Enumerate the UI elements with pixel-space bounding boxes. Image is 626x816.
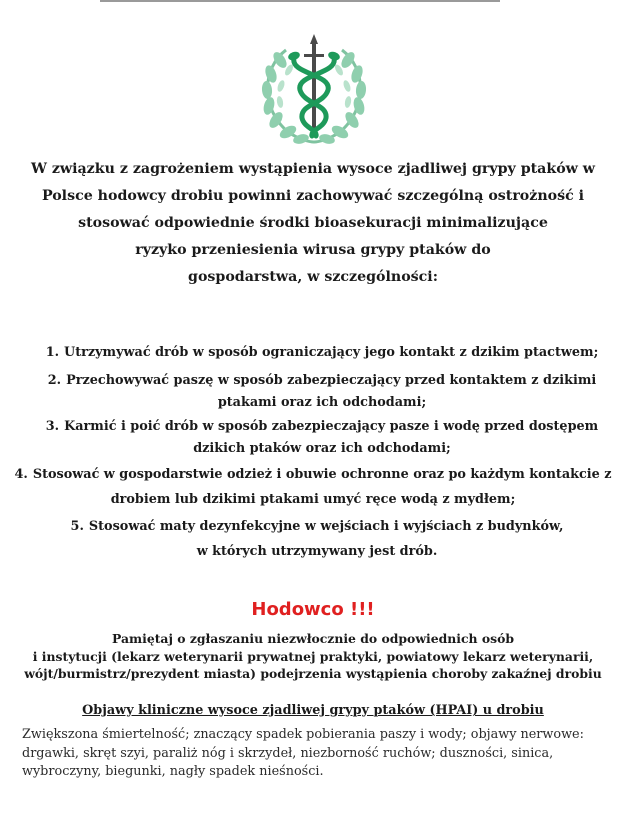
notice-paragraph bbox=[16, 630, 610, 683]
list-item-text-cont: ptakami oraz ich odchodami; bbox=[217, 395, 427, 410]
intro-line: W związku z zagrożeniem wystąpienia wysoce zjadliwej grypy ptaków w bbox=[30, 161, 596, 177]
symptoms-line: wybroczyny, biegunki, nagły spadek nieśności. bbox=[22, 764, 324, 779]
list-item-text: Stosować maty dezynfekcyjne w wejściach i wyjściach z budynków, bbox=[88, 519, 564, 534]
list-item-text-cont: w których utrzymywany jest drób. bbox=[196, 544, 438, 559]
intro-line: gospodarstwa, w szczególności: bbox=[188, 269, 438, 285]
list-item-number: 4. bbox=[14, 467, 28, 482]
notice-line: Pamiętaj o zgłaszaniu niezwłocznie do odpowiednich osób bbox=[111, 631, 514, 646]
list-item-1 bbox=[40, 342, 604, 364]
symptoms-title: Objawy kliniczne wysoce zjadliwej grypy ptaków (HPAI) u drobiu bbox=[82, 703, 544, 718]
intro-paragraph bbox=[24, 156, 602, 291]
notice-line: wójt/burmistrz/prezydent miasta) podejrzenia wystąpienia choroby zakaźnej drobiu bbox=[24, 666, 602, 681]
veterinary-caduceus-laurel-emblem-icon bbox=[244, 30, 384, 148]
list-item-text-cont: drobiem lub dzikimi ptakami umyć ręce wodą z mydłem; bbox=[110, 492, 516, 507]
symptoms-line: Zwiększona śmiertelność; znaczący spadek pobierania paszy i wody; objawy nerwowe: bbox=[22, 727, 584, 742]
list-item-3 bbox=[40, 416, 604, 460]
list-item-text-cont: dzikich ptaków oraz ich odchodami; bbox=[193, 441, 451, 456]
list-item-number: 5. bbox=[70, 519, 84, 534]
list-item-number: 2. bbox=[47, 373, 62, 388]
list-item-number: 1. bbox=[45, 345, 60, 360]
alert-heading: Hodowco !!! bbox=[251, 599, 375, 620]
intro-line: Polsce hodowcy drobiu powinni zachowywać szczególną ostrożność i bbox=[41, 188, 585, 204]
top-border-line bbox=[100, 0, 500, 2]
list-item-4 bbox=[10, 462, 616, 512]
list-item-text: Przechowywać paszę w sposób zabezpieczający przed kontaktem z dzikimi bbox=[66, 373, 597, 388]
list-item-5 bbox=[30, 514, 604, 564]
list-item-text: Utrzymywać drób w sposób ograniczający jego kontakt z dzikim ptactwem; bbox=[64, 345, 599, 360]
list-item-text: Stosować w gospodarstwie odzież i obuwie ochronne oraz po każdym kontakcie z bbox=[32, 467, 612, 482]
intro-line: stosować odpowiednie środki bioasekuracji minimalizujące bbox=[78, 215, 548, 231]
symptoms-paragraph bbox=[22, 726, 606, 782]
intro-line: ryzyko przeniesienia wirusa grypy ptaków do bbox=[135, 242, 491, 258]
list-item-number: 3. bbox=[45, 419, 60, 434]
list-item-text: Karmić i poić drób w sposób zabezpieczający pasze i wodę przed dostępem bbox=[64, 419, 599, 434]
symptoms-line: drgawki, skręt szyi, paraliż nóg i skrzydeł, niezborność ruchów; duszności, sinica, bbox=[22, 745, 554, 761]
list-item-2 bbox=[40, 370, 604, 414]
notice-line: i instytucji (lekarz weterynarii prywatnej praktyki, powiatowy lekarz weterynarii, bbox=[32, 648, 594, 664]
